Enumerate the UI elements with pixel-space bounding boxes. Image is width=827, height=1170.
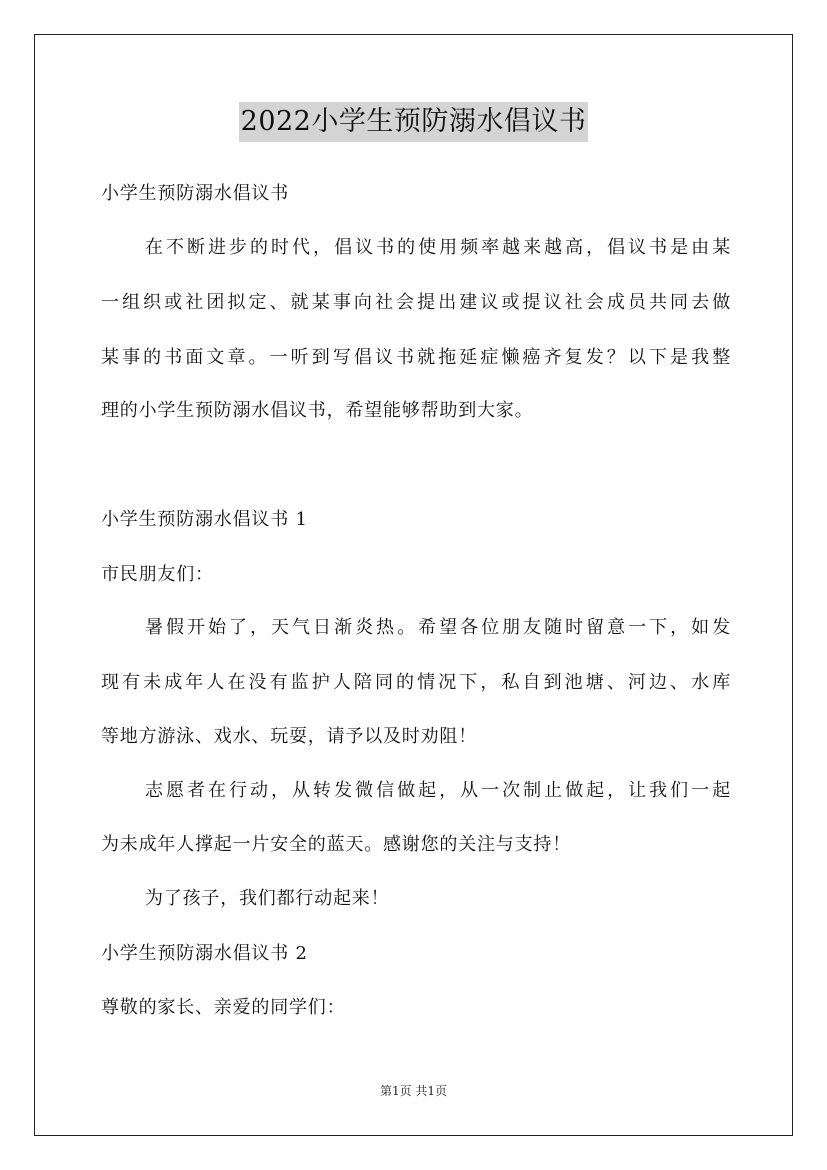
page-footer: 第1页 共1页: [379, 1084, 448, 1098]
section1-para1-line-1: 暑假开始了，天气日渐炎热。希望各位朋友随时留意一下，如发: [145, 617, 731, 638]
section1-para3: 为了孩子，我们都行动起来！: [145, 888, 390, 909]
intro-line-4: 理的小学生预防溺水倡议书，希望能够帮助到大家。: [101, 400, 534, 421]
section1-para2-line-2: 为未成年人撑起一片安全的蓝天。感谢您的关注与支持！: [101, 834, 571, 855]
section1-para1-line-2: 现有未成年人在没有监护人陪同的情况下，私自到池塘、河边、水库: [101, 672, 731, 693]
intro-line-2: 一组织或社团拟定、就某事向社会提出建议或提议社会成员共同去做: [101, 292, 731, 313]
intro-line-3: 某事的书面文章。一听到写倡议书就拖延症懒癌齐复发？以下是我整: [101, 347, 731, 368]
section1-para1-line-3: 等地方游泳、戏水、玩耍，请予以及时劝阻！: [101, 726, 477, 747]
section1-para2-line-1: 志愿者在行动，从转发微信做起，从一次制止做起，让我们一起: [145, 780, 731, 801]
section1-salutation: 市民朋友们：: [101, 564, 214, 585]
title-container: [0, 102, 827, 142]
document-subtitle: 小学生预防溺水倡议书: [101, 183, 289, 204]
section1-heading: 小学生预防溺水倡议书 1: [101, 509, 308, 530]
section2-heading: 小学生预防溺水倡议书 2: [101, 943, 308, 964]
section2-salutation: 尊敬的家长、亲爱的同学们：: [101, 997, 346, 1018]
document-title: 2022小学生预防溺水倡议书: [239, 102, 589, 142]
intro-line-1: 在不断进步的时代，倡议书的使用频率越来越高，倡议书是由某: [145, 237, 731, 258]
